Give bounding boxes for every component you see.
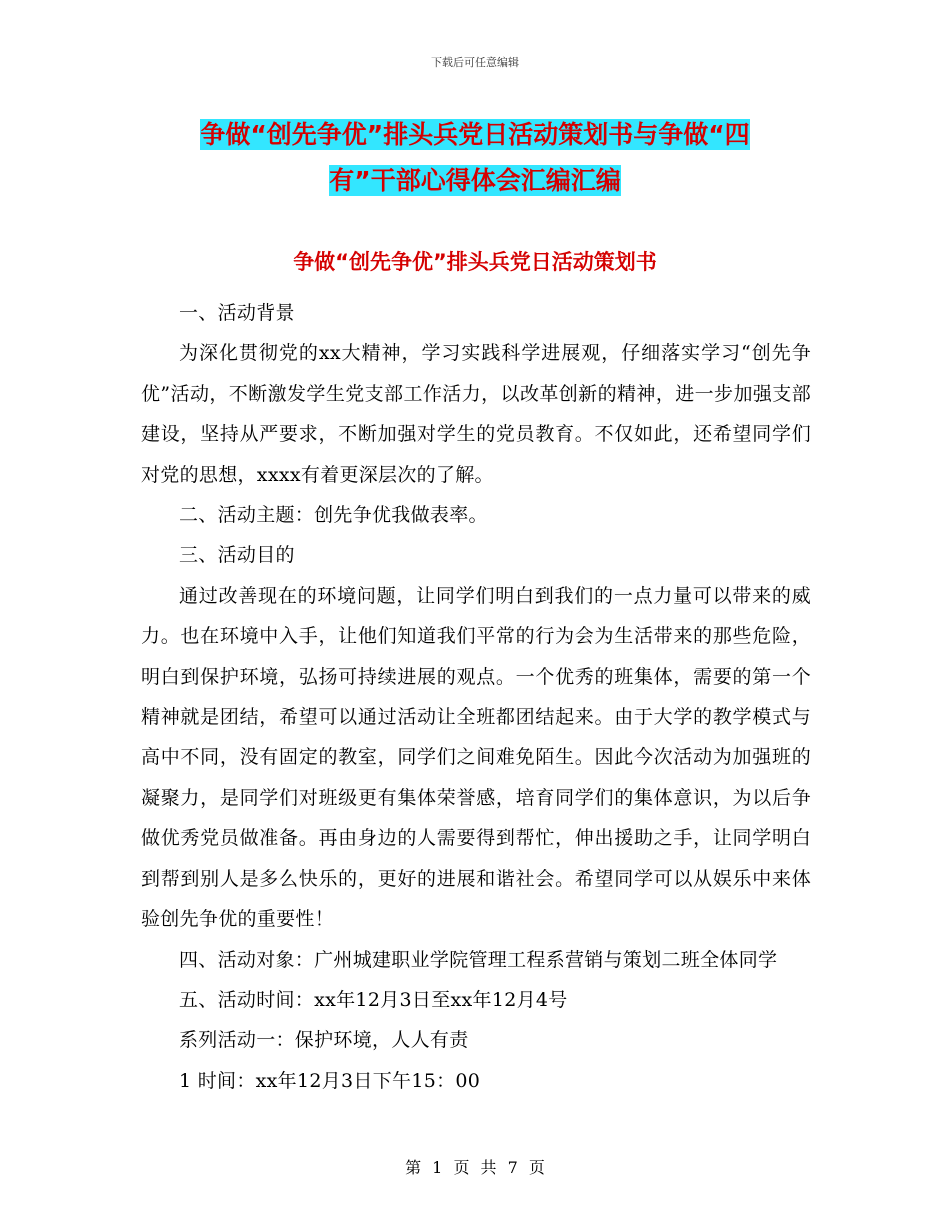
paragraph-series-one: 系列活动一：保护环境，人人有责 [179,1029,469,1052]
paragraph-background: 为深化贯彻党的xx大精神，学习实践科学进展观，仔细落实学习“创先争优”活动，不断激发学生党支部工作活力，以改革创新的精神，进一步加强支部建设，坚持从严要求，不断加强对学生的党员教育。不仅如此，还希望同学们对党的思想，xxxx有着更深层次的了解。 [141,342,811,486]
paragraph-time: 五、活动时间：xx年12月3日至xx年12月4号 [179,988,568,1011]
paragraph-series-one-time: 1 时间：xx年12月3日下午15：00 [179,1069,481,1092]
heading-purpose: 三、活动目的 [179,544,295,567]
document-title-line-1: 争做“创先争优”排头兵党日活动策划书与争做“四 [200,120,750,149]
document-title-line-2: 有”干部心得体会汇编汇编 [329,166,621,195]
section-title: 争做“创先争优”排头兵党日活动策划书 [293,250,657,274]
document-body [141,293,811,1101]
page-footer: 第 1 页 共 7 页 [405,1158,545,1177]
heading-background: 一、活动背景 [179,302,295,324]
heading-theme: 二、活动主题：创先争优我做表率。 [179,504,488,527]
paragraph-purpose: 通过改善现在的环境问题，让同学们明白到我们的一点力量可以带来的威力。也在环境中入手，让他们知道我们平常的行为会为生活带来的那些危险，明白到保护环境，弘扬可持续进展的观点。一个优秀的班集体，需要的第一个精神就是团结，希望可以通过活动让全班都团结起来。由于大学的教学模式与高中不同，没有固定的教室，同学们之间难免陌生。因此今次活动为加强班的凝聚力，是同学们对班级更有集体荣誉感，培育同学们的集体意识，为以后争做优秀党员做准备。再由身边的人需要得到帮忙，伸出援助之手，让同学明白到帮到别人是多么快乐的，更好的进展和谐社会。希望同学可以从娱乐中来体验创先争优的重要性！ [141,584,811,931]
document-title [120,112,830,204]
paragraph-audience: 四、活动对象：广州城建职业学院管理工程系营销与策划二班全体同学 [179,948,778,971]
header-note: 下载后可任意编辑 [431,56,519,69]
